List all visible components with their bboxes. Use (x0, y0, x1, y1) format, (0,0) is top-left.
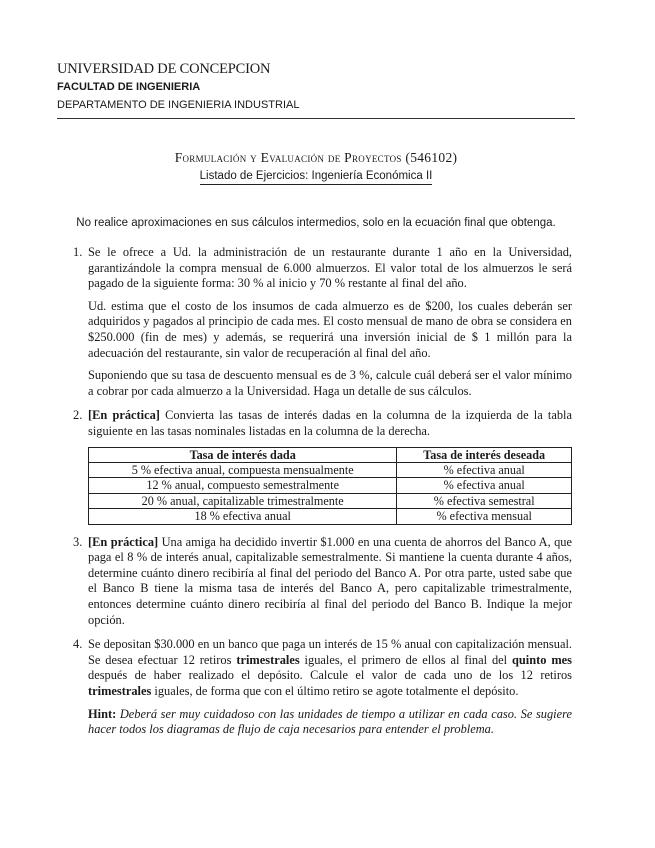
table-cell: 20 % anual, capitalizable trimestralmente (89, 493, 397, 508)
problem-4-text: iguales, de forma que con el último retiro se agote totalmente el depósito. (151, 683, 519, 698)
problem-4-text: iguales, el primero de ellos al final del (299, 652, 513, 667)
problem-2 (57, 408, 572, 524)
problem-number: 3. (73, 534, 83, 549)
table-cell: % efectiva anual (397, 462, 572, 477)
emphasis: trimestrales (88, 683, 152, 698)
emphasis: trimestrales (236, 652, 300, 667)
interest-rate-table (88, 447, 572, 525)
problem-4-paragraph (88, 637, 572, 699)
problem-4-text: Se depositan $30.000 en un banco que paga un interés de 15 % anual con capitalización mensual. Se desea efectuar 12 retiros (88, 637, 572, 667)
problem-3 (57, 535, 572, 629)
problem-1-paragraph-1: Se le ofrece a Ud. la administración de un restaurante durante 1 año en la Universidad, garantizándole la compra mensual de 6.000 almuerzos. El valor total de los almuerzos le será pagado de la siguiente forma: 30 % al inicio y 70 % restante al final del año. (88, 245, 572, 291)
hint-text: Deberá ser muy cuidadoso con las unidades de tiempo a utilizar en cada caso. Se sugiere hacer todos los diagramas de flujo de caja necesarios para entender el problema. (88, 706, 572, 737)
problem-list (57, 245, 572, 747)
practice-tag: [En práctica] (88, 408, 160, 423)
problem-2-paragraph (88, 408, 572, 439)
table-cell: % efectiva anual (397, 478, 572, 493)
department-name: DEPARTAMENTO DE INGENIERIA INDUSTRIAL (57, 99, 300, 111)
hint-paragraph (88, 707, 572, 738)
university-name: UNIVERSIDAD DE CONCEPCION (57, 61, 271, 77)
problem-1-paragraph-3: Suponiendo que su tasa de descuento mensual es de 3 %, calcule cuál deberá ser el valor mínimo a cobrar por cada almuerzo a la Universidad. Haga un detalle de sus cálculos. (88, 368, 572, 398)
table-cell: 18 % efectiva anual (89, 509, 397, 524)
problem-1-paragraph-2: Ud. estima que el costo de los insumos de cada almuerzo es de $200, los cuales deberán ser adquiridos y pagados al principio de cada mes. El costo mensual de mano de obra se considera en $250.000 (fin de mes) y además, se requerirá una inversión inicial de $ 1 millón para la adecuación del restaurante, sin valor de recuperación al final del año. (88, 298, 572, 360)
problem-2-text: Convierta las tasas de interés dadas en la columna de la izquierda de la tabla siguiente en las tasas nominales listadas en la columna de la derecha. (88, 408, 572, 438)
problem-4 (57, 637, 572, 738)
table-row (89, 493, 572, 508)
column-header: Tasa de interés dada (89, 447, 397, 462)
table-cell: % efectiva mensual (397, 509, 572, 524)
table-header-row (89, 447, 572, 462)
problem-4-text: después de haber realizado el depósito. Calcule el valor de cada uno de los 12 retiros (88, 668, 572, 683)
course-title: Formulación y Evaluación de Proyectos (546102) (174, 150, 458, 165)
table-cell: 12 % anual, compuesto semestralmente (89, 478, 397, 493)
table-cell: 5 % efectiva anual, compuesta mensualmente (89, 462, 397, 477)
problem-number: 1. (73, 245, 83, 259)
hint-label: Hint: (88, 706, 117, 721)
problem-number: 2. (73, 408, 83, 423)
problem-3-text: Una amiga ha decidido invertir $1.000 en una cuenta de ahorros del Banco A, que paga el 8 % de interés anual, capitalizable semestralmente. Si mantiene la cuenta durante 4 años, determine cuánto dinero recibiría al final del periodo del Banco A. Por otra parte, usted sabe que el Banco B tiene la misma tasa de interés del Banco A, pero capitalizable trimestralmente, entonces determine cuánto dinero recibiría al final del periodo del Banco B. Indique la mejor opción. (88, 534, 572, 627)
problem-3-paragraph (88, 535, 572, 629)
document-header (57, 60, 575, 113)
problem-1 (57, 245, 572, 399)
header-divider (57, 118, 575, 119)
emphasis: quinto mes (512, 652, 572, 667)
practice-tag: [En práctica] (88, 534, 159, 549)
exercise-list-title: Listado de Ejercicios: Ingeniería Económica II (200, 169, 433, 185)
faculty-name: FACULTAD DE INGENIERIA (57, 81, 201, 93)
table-row (89, 509, 572, 524)
problem-number: 4. (73, 637, 83, 652)
table-row (89, 478, 572, 493)
column-header: Tasa de interés deseada (397, 447, 572, 462)
table-row (89, 462, 572, 477)
instructions-note: No realice aproximaciones en sus cálculos intermedios, solo en la ecuación final que obtenga. (76, 217, 556, 229)
title-block (57, 150, 575, 185)
table-cell: % efectiva semestral (397, 493, 572, 508)
